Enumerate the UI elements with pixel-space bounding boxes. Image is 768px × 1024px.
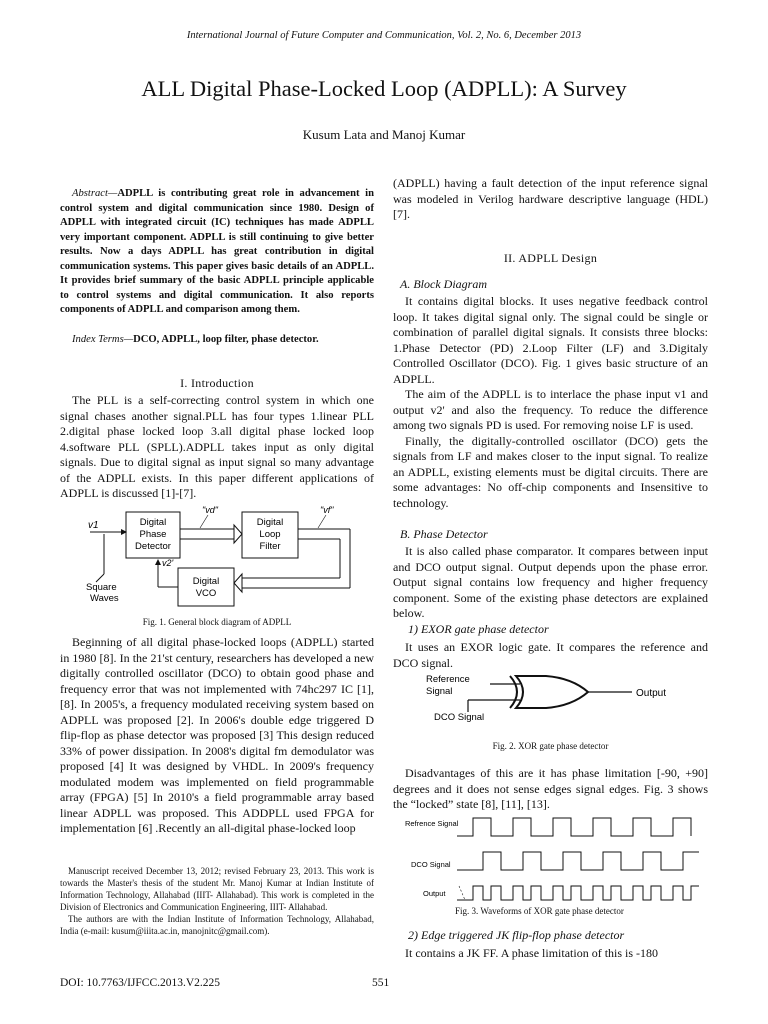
fig1-v2-label: v2' bbox=[162, 558, 174, 568]
fig1-vco-line1: Digital bbox=[192, 576, 220, 587]
footnote-authors: The authors are with the Indian Institute of Information Technology, Allahabad, India (e-mail: kusum@iiita.ac.in, manojnitc@gmail.com). bbox=[60, 914, 374, 936]
phase-detector-text bbox=[393, 544, 708, 622]
index-terms bbox=[60, 334, 374, 345]
subheading-exor: 1) EXOR gate phase detector bbox=[408, 622, 549, 636]
fig1-square-line2: Waves bbox=[90, 593, 119, 604]
fig1-lf-line3: Filter bbox=[259, 541, 281, 552]
continued-paragraph: (ADPLL) having a fault detection of the input reference signal was modeled in Verilog hardware descriptive language (HDL) [7]. bbox=[393, 176, 708, 221]
fig2-output-label: Output bbox=[636, 688, 667, 699]
section-heading-introduction: I. Introduction bbox=[180, 376, 254, 390]
phase-detector-p1: It is also called phase comparator. It compares between input and DCO output signal. Output depends upon the phase error. Output signal contains low frequency and higher frequency component. Some of the existing phase detectors are explained below. bbox=[393, 544, 708, 620]
section-heading-adpll-design: II. ADPLL Design bbox=[503, 251, 598, 265]
fig3-reference-waveform bbox=[457, 818, 691, 836]
exor-disadvantages bbox=[393, 766, 708, 813]
figure-3-caption: Fig. 3. Waveforms of XOR gate phase detector bbox=[455, 906, 624, 916]
fig2-reference-line1: Reference bbox=[426, 674, 470, 685]
fig1-v1-label: v1 bbox=[88, 520, 99, 531]
subheading-block-diagram: A. Block Diagram bbox=[400, 277, 487, 291]
jk-p1: It contains a JK FF. A phase limitation of this is -180 bbox=[405, 946, 659, 960]
subheading-phase-detector: B. Phase Detector bbox=[400, 527, 488, 541]
figure-1-caption: Fig. 1. General block diagram of ADPLL bbox=[142, 617, 292, 627]
block-diagram-p1: It contains digital blocks. It uses negative feedback control loop. It takes digital signal only. The signal could be single or combination of parallel digital signals. It consists three blocks: 1.Phase Detector (PD) 2.Loop Filter (LF) and 3.Digitaly Controlled Oscillator (DCO). Fig. 1 gives basic structure of an ADPLL. bbox=[393, 294, 708, 386]
page-number: 551 bbox=[372, 977, 390, 989]
fig3-reference-label: Refrence Signal bbox=[405, 819, 459, 828]
intro-paragraph-2 bbox=[60, 635, 374, 837]
right-column-top bbox=[393, 176, 708, 223]
fig3-output-label: Output bbox=[423, 889, 446, 898]
fig3-dco-label: DCO Signal bbox=[411, 860, 451, 869]
figure-1-block-diagram bbox=[82, 502, 372, 614]
fig1-pd-line2: Phase bbox=[139, 529, 167, 540]
fig1-lf-line1: Digital bbox=[256, 517, 284, 528]
footnote-manuscript: Manuscript received December 13, 2012; revised February 23, 2013. This work is towards the Master's thesis of the student Mr. Manoj Kumar at Indian Institute of Information Technology, Allahabad (IIIT- Allahabad). This work is completed in the Division of Electronics and Communication Engineering, IIIT- Allahabad. bbox=[60, 866, 374, 912]
figure-2-xor-gate bbox=[420, 672, 690, 734]
fig1-pd-line3: Detector bbox=[135, 541, 171, 552]
paper-title: ALL Digital Phase-Locked Loop (ADPLL): A Survey bbox=[141, 76, 627, 101]
fig3-output-waveform bbox=[457, 886, 699, 900]
block-diagram-p2: The aim of the ADPLL is to interlace the phase input v1 and output v2' and also the frequency. To reduce the difference among two signals PD is used. For removing noise LF is used. bbox=[393, 387, 708, 432]
block-diagram-p3: Finally, the digitally-controlled oscillator (DCO) gets the signals from LF and makes closer to the input signal. To realize an ADPLL, existing elements must be digital circuits. There are some advantages: No off-chip components and Insensitive to technology. bbox=[393, 433, 708, 510]
fig1-vco-block bbox=[178, 568, 234, 606]
fig3-dco-waveform bbox=[457, 852, 699, 870]
exor-text bbox=[393, 640, 708, 671]
fig1-pd-line1: Digital bbox=[139, 517, 167, 528]
authors: Kusum Lata and Manoj Kumar bbox=[302, 127, 466, 142]
figure-2-caption: Fig. 2. XOR gate phase detector bbox=[492, 741, 609, 751]
intro-p1: The PLL is a self-correcting control system in which one signal chases another signal.PLL has four types 1.linear PLL 2.digital phase locked loop 3.all digital phase locked loop 4.software PLL (SPLL).ADPLL takes input as only digital signals. Due to digital signal as input signal so many advantage of the ADPLL exists. In this paper different applications of ADPLL is discussed [1]-[7]. bbox=[60, 393, 374, 500]
index-terms-label: Index Terms— bbox=[72, 334, 134, 345]
subheading-jk-flipflop: 2) Edge triggered JK flip-flop phase detector bbox=[408, 928, 625, 942]
fig2-reference-line2: Signal bbox=[426, 686, 453, 697]
exor-p1: It uses an EXOR logic gate. It compares the reference and DCO signal. bbox=[393, 640, 708, 670]
fig1-vf-label: "vf" bbox=[320, 505, 334, 515]
doi: DOI: 10.7763/IJFCC.2013.V2.225 bbox=[60, 977, 221, 989]
fig2-dco-label: DCO Signal bbox=[434, 712, 485, 723]
intro-paragraph-1 bbox=[60, 393, 374, 502]
abstract-text: ADPLL is contributing great role in advancement in control system and digital communication since 1980. Design of ADPLL with integrated circuit (IC) techniques has made ADPLL very important component. ADPLL is still continuing to give better results. Now a days ADPLL has great contribution in digital communication systems. This paper gives basic details of an ADPLL. It provides brief summary of the basic ADPLL principle applicable to control systems and digital communication. It also reports components of ADPLL and comparison among them. bbox=[60, 188, 374, 315]
fig1-lf-line2: Loop bbox=[259, 529, 281, 540]
block-diagram-text bbox=[393, 294, 708, 511]
abstract-label: Abstract— bbox=[72, 188, 118, 199]
jk-text bbox=[393, 946, 708, 962]
footnote bbox=[60, 865, 374, 937]
fig1-square-line1: Square bbox=[86, 582, 117, 593]
fig1-vd-label: "vd" bbox=[202, 505, 218, 515]
fig1-vco-line2: VCO bbox=[195, 588, 217, 599]
figure-3-waveforms bbox=[403, 812, 703, 908]
abstract bbox=[60, 187, 374, 318]
intro-p2: Beginning of all digital phase-locked loops (ADPLL) started in 1980 [8]. In the 21'st century, researchers has developed a new digitally controlled oscillator (DCO) to obtain good phase and frequency error that was not implemented with 74hc297 IC [1], [8]. In 2005's, a frequency modulated receiving system based on ADPLL was proposed [2]. In 2006's double edge triggered D flip-flop as phase detector was proposed [3] This design reduced 33% of power dissipation. In 2008's digital fm demodulator was proposed [4] It was designed by VHDL. In 2009's frequency modulated modem was implemented on field programmable array (FPGA) [5] In 2010's a field programmable array based linear ADPLL was proposed. This ADDPLL used FPGA for implementation [6] .Recently an all-digital phase-locked loop bbox=[60, 635, 374, 835]
fig2-xor-gate-symbol bbox=[516, 676, 588, 708]
journal-header: International Journal of Future Computer and Communication, Vol. 2, No. 6, December 2013 bbox=[186, 30, 582, 41]
index-terms-text: DCO, ADPLL, loop filter, phase detector. bbox=[133, 334, 319, 345]
exor-p2: Disadvantages of this are it has phase limitation [-90, +90] degrees and it does not sense edges signal edges. Fig. 3 shows the “locked” state [8], [11], [13]. bbox=[393, 766, 708, 811]
